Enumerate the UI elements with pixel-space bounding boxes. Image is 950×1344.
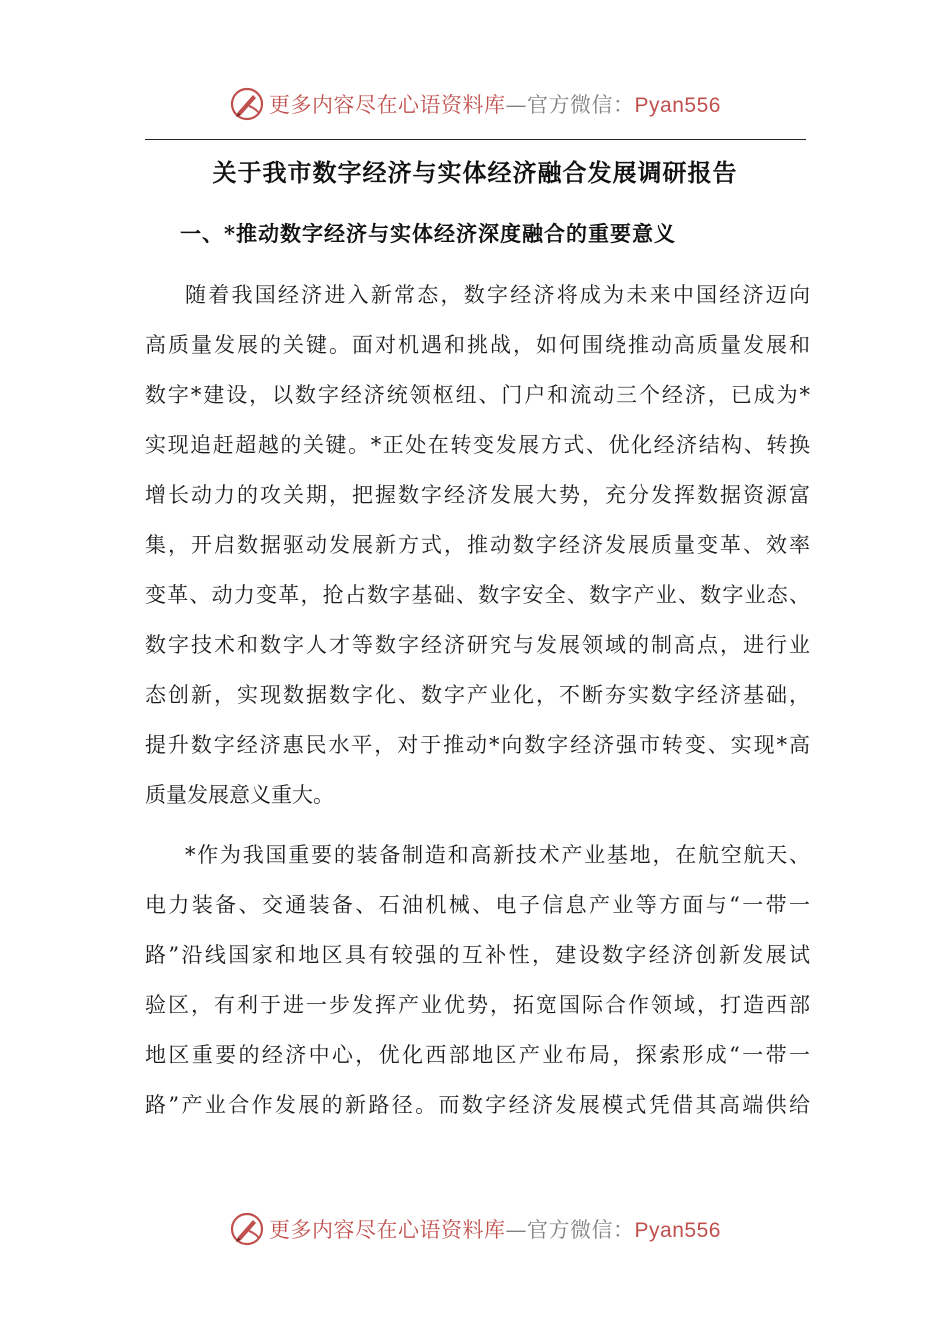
banner-text [269,1214,721,1244]
paragraph-2 [145,830,810,1130]
paragraph-line: 集，开启数据驱动发展新方式，推动数字经济发展质量变革、效率 [145,533,810,557]
paragraph-line: 电力装备、交通装备、石油机械、电子信息产业等方面与“一带一 [145,893,810,917]
paragraph-line: 路”沿线国家和地区具有较强的互补性，建设数字经济创新发展试 [145,943,810,967]
footer-banner [0,1205,950,1253]
paragraph-line: 增长动力的攻关期，把握数字经济发展大势，充分发挥数据资源富 [145,483,810,507]
banner-site-name: 更多内容尽在心语资料库 [269,93,506,117]
header-banner [0,80,950,128]
paragraph-line: 提升数字经济惠民水平，对于推动*向数字经济强市转变、实现*高 [145,733,810,757]
section-heading: 一、*推动数字经济与实体经济深度融合的重要意义 [180,221,676,246]
pen-logo-icon [229,86,265,122]
paragraph-line: 数字技术和数字人才等数字经济研究与发展领域的制高点，进行业 [145,633,810,657]
banner-separator: — [505,1218,528,1242]
paragraph-line: 变革、动力变革，抢占数字基础、数字安全、数字产业、数字业态、 [145,583,810,607]
paragraph-line: 路”产业合作发展的新路径。而数字经济发展模式凭借其高端供给 [145,1093,810,1117]
paragraph-line: 实现追赶超越的关键。*正处在转变发展方式、优化经济结构、转换 [145,433,810,457]
pen-logo-icon [229,1211,265,1247]
paragraph-line: 高质量发展的关键。面对机遇和挑战，如何围绕推动高质量发展和 [145,333,810,357]
banner-text [269,89,721,119]
paragraph-line: 质量发展意义重大。 [145,783,334,807]
header-divider [145,139,806,140]
banner-site-name: 更多内容尽在心语资料库 [269,1218,506,1242]
paragraph-line: 随着我国经济进入新常态，数字经济将成为未来中国经济迈向 [185,283,810,307]
document-title: 关于我市数字经济与实体经济融合发展调研报告 [212,158,738,187]
banner-wechat-label: 官方微信： [527,1218,635,1242]
paragraph-line: 地区重要的经济中心，优化西部地区产业布局，探索形成“一带一 [145,1043,810,1067]
banner-wechat-id: Pyan556 [634,1219,721,1242]
paragraph-line: *作为我国重要的装备制造和高新技术产业基地，在航空航天、 [185,843,810,867]
banner-separator: — [505,93,528,117]
paragraph-line: 数字*建设，以数字经济统领枢纽、门户和流动三个经济，已成为* [145,383,810,407]
paragraph-1 [145,270,810,820]
banner-wechat-label: 官方微信： [527,93,635,117]
paragraph-line: 态创新，实现数据数字化、数字产业化，不断夯实数字经济基础， [145,683,810,707]
paragraph-line: 验区，有利于进一步发挥产业优势，拓宽国际合作领域，打造西部 [145,993,810,1017]
banner-wechat-id: Pyan556 [634,94,721,117]
